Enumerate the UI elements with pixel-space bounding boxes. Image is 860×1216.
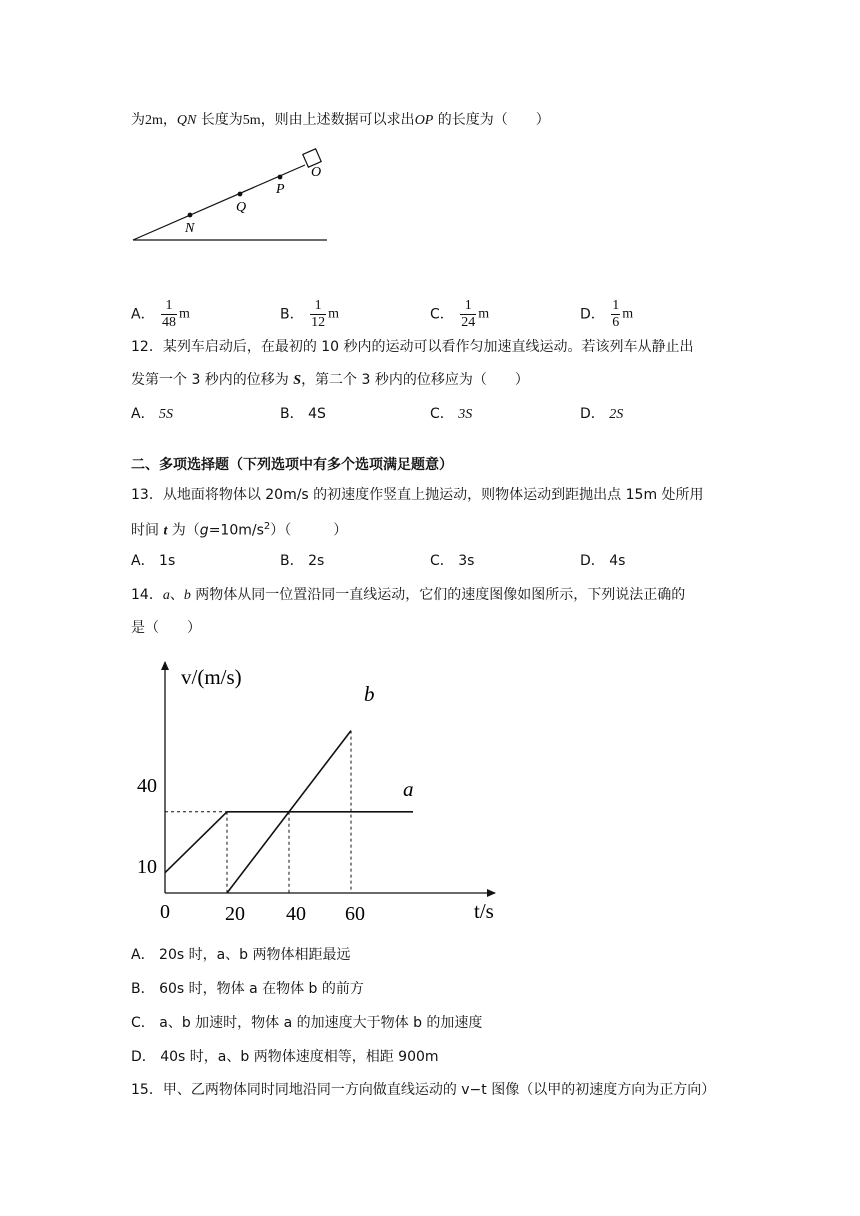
q12-text: 发第一个 3 秒内的位移为 (131, 372, 294, 388)
q11-qn: QN (176, 113, 197, 128)
x-tick-label: 60 (345, 903, 365, 925)
fraction-numerator: 1 (165, 298, 173, 313)
option-value: 4S (308, 406, 326, 422)
option-letter: A． (131, 306, 155, 323)
option-value: 2S (609, 407, 624, 422)
q12-s: S (293, 373, 302, 388)
q15-stem-line1: 15．甲、乙两物体同时同地沿同一方向做直线运动的 v−t 图像（以甲的初速度方向为正方向） (131, 1082, 716, 1098)
q11-value-5m: 5m (242, 113, 261, 128)
option-text: a、b 加速时，物体 a 的加速度大于物体 b 的加速度 (159, 1015, 483, 1031)
q14-a: a (162, 588, 170, 603)
q11-text: ，则由上述数据可以求出 (260, 112, 415, 128)
option-value: 4s (609, 553, 626, 569)
q13-stem-line1: 13．从地面将物体以 20m/s 的初速度作竖直上抛运动，则物体运动到距抛出点 15m 处所用 (131, 487, 704, 503)
fraction (161, 298, 177, 331)
option-letter: D． (131, 1049, 156, 1065)
q13-option-c[interactable] (430, 551, 474, 571)
q13-text: ）（ ） (270, 522, 348, 539)
q12-option-d[interactable] (580, 404, 623, 425)
fraction (460, 298, 476, 331)
q13-option-a[interactable] (131, 551, 175, 571)
q11-option-c[interactable] (430, 298, 489, 331)
option-letter: C． (430, 553, 454, 569)
q12-stem-line2 (131, 370, 529, 391)
option-letter: C． (430, 406, 454, 422)
q14-b: b (183, 588, 191, 603)
option-letter: B． (280, 553, 304, 569)
option-value: 2s (308, 553, 325, 569)
q13-option-d[interactable] (580, 551, 625, 571)
label-n: N (185, 221, 195, 236)
option-unit: m (179, 306, 190, 322)
q12-option-c[interactable] (430, 404, 472, 425)
q14-stem-line2: 是（ ） (131, 620, 201, 636)
fraction-denominator: 24 (461, 315, 476, 330)
q11-text: 的长度为（ ） (433, 112, 550, 128)
x-axis-label: t/s (474, 899, 494, 923)
q14-text: 14． (131, 587, 163, 603)
y-tick-label: 40 (137, 775, 157, 797)
point-p (278, 175, 283, 180)
option-value: 3S (458, 407, 473, 422)
q13-text: =10m/s (208, 522, 264, 539)
fraction-numerator: 1 (464, 298, 472, 313)
q11-text: 为 (131, 112, 145, 128)
label-o: O (311, 165, 322, 180)
q13-stem-line2 (131, 517, 347, 542)
label-q: Q (236, 200, 247, 215)
series-label-a: a (403, 777, 414, 801)
x-tick-label: 40 (286, 903, 306, 925)
option-letter: C． (131, 1015, 155, 1031)
option-value: 3s (458, 553, 475, 569)
q11-value-2m: 2m (145, 113, 163, 128)
q14-text: 两物体从同一位置沿同一直线运动，它们的速度图像如图所示，下列说法正确的 (190, 587, 686, 603)
q13-text: 为（ (167, 522, 200, 539)
x-tick-label: 0 (160, 901, 170, 923)
q11-text: ， (162, 112, 177, 128)
option-text: 20s 时，a、b 两物体相距最远 (159, 947, 351, 963)
fraction (310, 298, 326, 331)
incline-figure (125, 145, 345, 250)
option-value: 5S (159, 407, 174, 422)
option-letter: B． (131, 981, 155, 997)
fraction (611, 298, 620, 331)
option-letter: A． (131, 947, 155, 963)
option-unit: m (478, 306, 490, 322)
q11-option-b[interactable] (280, 298, 339, 331)
point-n (188, 213, 193, 218)
option-letter: D． (580, 306, 605, 323)
q13-superscript: 2 (263, 521, 271, 532)
q14-option-a[interactable] (131, 945, 351, 965)
q14-text: 、 (169, 587, 184, 603)
option-letter: D． (580, 553, 605, 569)
q11-option-a[interactable] (131, 298, 190, 331)
fraction-denominator: 48 (162, 315, 177, 330)
q12-stem-line1: 12．某列车启动后，在最初的 10 秒内的运动可以看作匀加速直线运动。若该列车从静止出 (131, 339, 694, 355)
q14-option-b[interactable] (131, 979, 364, 999)
q13-g: g (199, 522, 209, 539)
option-letter: D． (580, 406, 605, 422)
q12-text: ，第二个 3 秒内的位移应为（ ） (301, 372, 529, 388)
option-letter: A． (131, 406, 155, 422)
q14-option-c[interactable] (131, 1013, 482, 1033)
q11-option-d[interactable] (580, 298, 633, 331)
fraction-numerator: 1 (314, 298, 322, 313)
option-letter: A． (131, 553, 155, 569)
q11-stem (131, 110, 550, 131)
y-tick-label: 10 (137, 856, 157, 878)
point-q (238, 192, 243, 197)
option-letter: C． (430, 306, 454, 323)
section-title: 二、多项选择题（下列选项中有多个选项满足题意） (131, 457, 453, 473)
x-tick-label: 20 (225, 903, 245, 925)
option-value: 1s (159, 553, 176, 569)
fraction-numerator: 1 (612, 298, 620, 313)
q14-option-d[interactable] (131, 1047, 439, 1067)
q13-t: t (163, 523, 168, 539)
q12-option-b[interactable] (280, 404, 326, 424)
option-text: 60s 时，物体 a 在物体 b 的前方 (159, 981, 364, 997)
series-a-line (165, 812, 227, 873)
option-letter: B． (280, 406, 304, 422)
option-unit: m (328, 306, 339, 322)
fraction-denominator: 6 (612, 315, 620, 330)
label-p: P (276, 182, 285, 197)
option-unit: m (622, 306, 634, 322)
series-label-b: b (364, 682, 375, 706)
q11-op: OP (414, 113, 434, 128)
q13-option-b[interactable] (280, 551, 324, 571)
option-text: 40s 时，a、b 两物体速度相等，相距 900m (160, 1049, 439, 1065)
option-letter: B． (280, 306, 304, 323)
y-axis-label: v/(m/s) (181, 665, 242, 689)
velocity-time-chart (125, 650, 505, 930)
q13-text: 时间 (131, 522, 164, 539)
q11-text: 长度为 (196, 112, 243, 128)
fraction-denominator: 12 (311, 315, 326, 330)
q12-option-a[interactable] (131, 404, 173, 425)
q14-stem-line1 (131, 585, 685, 606)
